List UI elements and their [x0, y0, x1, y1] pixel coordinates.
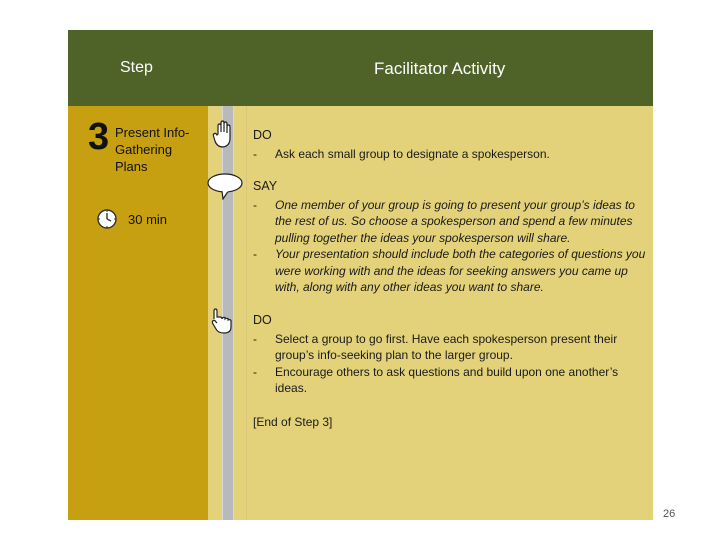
list-item-text: Encourage others to ask questions and build upon one another’s ideas. [275, 364, 619, 395]
activity-say [253, 178, 648, 296]
speech-bubble-icon [206, 172, 244, 200]
list-item-text: Your presentation should include both the categories of questions you were working with and the ideas for seeking answers you came up with, along with any other ideas you want to share. [275, 247, 646, 294]
list-item-text: Select a group to go first. Have each spokesperson present their group’s info-seeking plan to the larger group. [275, 331, 618, 362]
list-item [253, 331, 648, 364]
activity-column-heading: Facilitator Activity [374, 59, 506, 78]
table-header [68, 30, 653, 106]
activity-do-1 [253, 127, 648, 162]
list-item-text: One member of your group is going to present your group’s ideas to the rest of us. So choose a spokesperson and spend a few minutes pulling together the ideas your spokesperson will share. [275, 197, 635, 245]
step-title: Present Info-Gathering Plans [115, 125, 190, 174]
list-item [253, 197, 648, 247]
activity-label: DO [253, 128, 272, 142]
list-item [253, 364, 648, 397]
list-item [253, 146, 648, 163]
page-number: 26 [663, 508, 676, 520]
bullet-dash: - [253, 364, 257, 379]
end-of-step-note: [End of Step 3] [253, 415, 333, 429]
activity-label: SAY [253, 179, 278, 193]
step-duration: 30 min [128, 212, 168, 227]
bullet-dash: - [253, 197, 257, 212]
bullet-dash: - [253, 331, 257, 346]
list-item [253, 246, 648, 296]
step-number: 3 [88, 116, 110, 158]
clock-icon [97, 209, 117, 229]
activity-label: DO [253, 313, 272, 327]
list-item-text: Ask each small group to designate a spokesperson. [275, 146, 550, 161]
activity-do-2 [253, 312, 648, 397]
bullet-dash: - [253, 247, 257, 261]
step-column-heading: Step [120, 59, 153, 76]
hand-icon [212, 120, 238, 150]
column-divider [246, 106, 247, 520]
bullet-dash: - [253, 146, 257, 161]
pointing-hand-icon [210, 307, 238, 335]
